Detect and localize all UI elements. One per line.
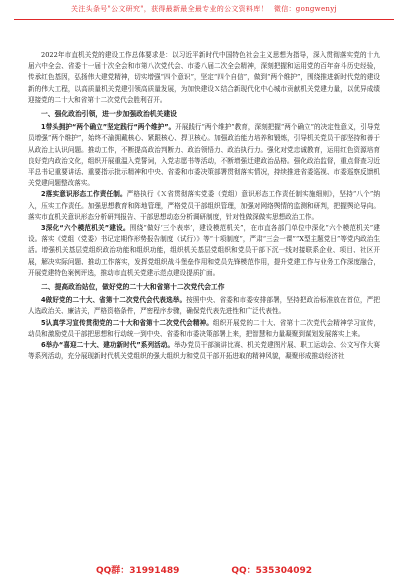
item-1 — [28, 122, 380, 189]
item-5-title: 5认真学习宣传贯彻党的二十大和省第十二次党代会精神。 — [41, 318, 213, 327]
item-2 — [28, 189, 380, 223]
section-heading-2: 二、提高政治站位，做好党的二十大和省第十二次党代会工作 — [41, 283, 225, 292]
item-6 — [28, 340, 380, 362]
item-4 — [28, 295, 380, 317]
item-6-text: 举办党员干部演讲比赛、机关党建图片展、职工运动会、公文写作大赛等系列活动，充分展现新时代机关党组织的强大组织力和党员干部开拓进取的精神风貌，凝聚形成推动经济社 — [28, 341, 380, 361]
item-2-text: 严格执行《Ｘ省贯彻落实党委（党组）意识形态工作责任制实施细则》，坚持“八个”纳入，压实工作责任。加强思想教育和阵地管理，严格党员干部组织管理，加强对网络舆情的监测和研判，把握舆论导向。落实市直机关意识形态分析研判报告、干部思想动态分析调研制度，针对性做深做实思想政治工作。 — [28, 190, 380, 221]
item-3 — [28, 223, 380, 279]
section-heading-1: 一、强化政治引领，进一步加强政治机关建设 — [41, 110, 177, 119]
item-4-title: 4做好党的二十大、省第十二次党代会代表选举。 — [41, 296, 187, 305]
item-3-text: 围绕“做好‘三个表率’，建设模范机关”，在市直各部门单位中深化“六个模范机关”建设。落实《党组（党委）书记定期作形势报告制度（试行）》等“十项制度”，严肃“三会一课”“X型主题党日”等党内政治生活。增强机关基层党组织政治功能和组织功能，组织机关基层党组织和党员干部下沉一线对接联系企业、项目、社区开展，解决实际问题、推动工作落实，发挥党组织战斗堡垒作用和党员先锋模范作用，提升党建工作与业务工作深度融合，开展党建特色案例评选，推动市直机关党建示范点建设提质扩面。 — [28, 224, 380, 277]
header-rule — [14, 19, 394, 20]
item-4-text: 按照中央、省委和市委安排部署，坚持把政治标准放在首位，严把人选政治关、廉洁关，严格资格条件，严密程序步骤，确保党代表先进性和广泛代表性。 — [28, 296, 381, 316]
page-footer — [0, 563, 408, 576]
item-5-text: 组织开展党的二十大、省第十二次党代会精神学习宣传，动员和激励党员干部把思想和行动统一到中央、省委和市委决策部署上来，把智慧和力量凝聚到谋划发展落实上来。 — [28, 318, 380, 338]
header-promo-text: 关注头条号"公文研究"，获得最新最全最专业的公文资料库！ — [71, 5, 268, 13]
item-3-title: 3深化“六个模范机关”建设。 — [41, 224, 130, 233]
page-header — [10, 4, 398, 14]
header-wechat: 微信：gongwenyj — [273, 5, 337, 13]
item-6-title: 6举办“喜迎二十大、建功新时代”系列活动。 — [41, 341, 175, 350]
item-1-text: 开展践行“两个维护”教育，深刻把握“两个确立”的决定性意义，引导党员增强“两个维护”，始终不渝拥戴核心、紧跟核心、捍卫核心。加强政治能力培养和锻炼，引导机关党员干部坚持和善于从政治上认识问题。推动工作，不断提高政治判断力、政治领悟力、政治执行力。强化对党忠诚教育，运用红色资源培育良好党内政治文化，组织开展重温入党誓词，入党志愿书等活动，不断增强迁建政治品格。强化政治监督，重点督查习近平总书记重要讲话、重要指示批示精神和中央、省委和市委决策部署贯彻落实情况，持续推进省委巡视、市委巡察反馈机关党建问题整改落实。 — [28, 123, 381, 188]
item-1-title: 1带头拥护“两个确立”坚定践行“两个维护”。 — [41, 123, 176, 132]
item-2-title: 2落实意识形态工作责任制。 — [41, 190, 127, 199]
footer-qq-number: QQ：535304092 — [231, 566, 313, 576]
intro-paragraph: 2022年市直机关党的建设工作总体要求是：以习近平新时代中国特色社会主义思想为指导，深入贯彻落实党的十九届六中全会、省委十一届十次全会和市第八次党代会、市委八届二次全会精神，深刻把握和运用党的百年奋斗历史经验，传承红色基因，弘扬伟大建党精神，切实增强“四个意识”，坚定“四个自信”，做到“两个维护”，围绕推进新时代党的建设新的伟大工程，以高质量机关党建引领高质量发展，为加快建设Ｘ结合新现代化中心城市贡献机关党建力量，以优异成绩迎接党的二十大和省第十二次党代会胜利召开。 — [28, 51, 380, 104]
footer-qq-group: QQ群：31991489 — [95, 566, 180, 576]
item-5 — [28, 318, 380, 340]
document-body — [28, 50, 380, 362]
